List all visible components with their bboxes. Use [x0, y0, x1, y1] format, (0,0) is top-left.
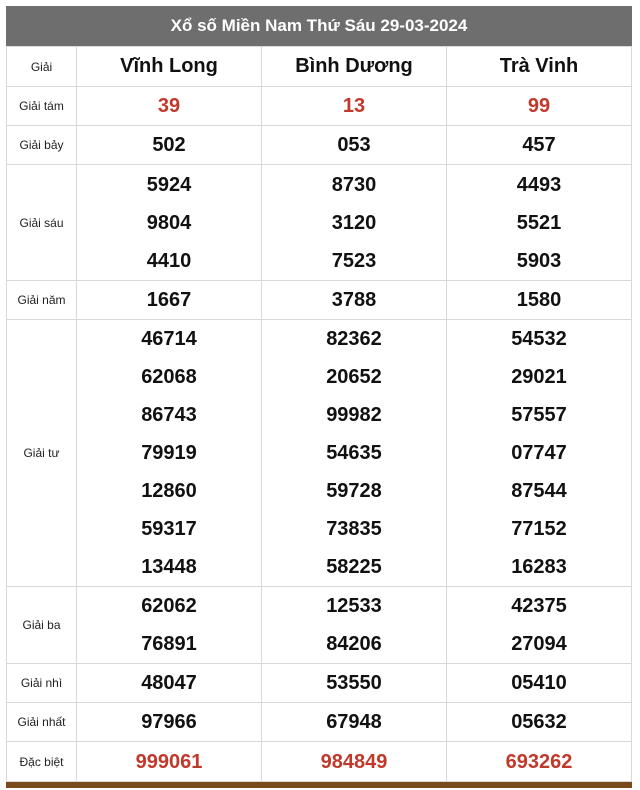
prize-number: 4410 [146, 249, 192, 272]
prize-label: Giải tư [7, 320, 77, 587]
prize-cell [77, 703, 262, 742]
prize-number: 13 [342, 95, 366, 117]
prize-cell [447, 742, 632, 782]
prize-row-db [7, 742, 632, 782]
prize-number: 5903 [516, 249, 562, 272]
prize-number: 4493 [516, 173, 562, 196]
prize-number: 99982 [326, 404, 382, 426]
prize-row-nhi [7, 664, 632, 703]
province-binh-duong: Bình Dương [262, 47, 447, 87]
prize-row-bay [7, 126, 632, 165]
prize-label: Giải nhì [7, 664, 77, 703]
prize-label: Giải sáu [7, 165, 77, 281]
prize-number: 20652 [326, 366, 382, 388]
prize-cell [447, 126, 632, 165]
prize-cell [447, 320, 632, 587]
prize-number: 59728 [326, 480, 382, 502]
province-tra-vinh: Trà Vinh [447, 47, 632, 87]
prize-cell [262, 87, 447, 126]
prize-cell [77, 742, 262, 782]
bottom-bar [6, 782, 632, 788]
prize-number: 59317 [141, 518, 197, 540]
prize-number: 5521 [516, 211, 562, 234]
prize-number: 07747 [511, 442, 567, 464]
prize-number: 5924 [146, 173, 192, 196]
prize-cell [77, 320, 262, 587]
prize-number: 1667 [146, 289, 192, 311]
prize-cell [77, 126, 262, 165]
prize-cell [262, 703, 447, 742]
prize-number: 84206 [326, 633, 382, 655]
prize-cell [77, 587, 262, 664]
header-row [7, 47, 632, 87]
prize-number: 502 [152, 134, 186, 156]
prize-number: 82362 [326, 328, 382, 350]
prize-number: 12533 [326, 595, 382, 617]
prize-row-tam [7, 87, 632, 126]
prize-cell [447, 703, 632, 742]
prize-number: 53550 [326, 672, 382, 694]
prize-label: Giải năm [7, 281, 77, 320]
prize-number: 999061 [135, 750, 203, 773]
prize-cell [262, 320, 447, 587]
prize-number: 1580 [516, 289, 562, 311]
prize-number: 86743 [141, 404, 197, 426]
prize-number: 58225 [326, 556, 382, 578]
prize-number: 984849 [320, 750, 388, 773]
prize-cell [262, 587, 447, 664]
prize-number: 8730 [331, 173, 377, 196]
prize-cell [447, 281, 632, 320]
prize-number: 7523 [331, 249, 377, 272]
prize-number: 3788 [331, 289, 377, 311]
prize-number: 42375 [511, 595, 567, 617]
prize-number: 053 [337, 134, 371, 156]
prize-number: 05632 [511, 711, 567, 733]
prize-label: Giải ba [7, 587, 77, 664]
prize-number: 16283 [511, 556, 567, 578]
prize-label: Giải bảy [7, 126, 77, 165]
prize-cell [262, 664, 447, 703]
prize-cell [447, 664, 632, 703]
prize-cell [77, 87, 262, 126]
prize-cell [262, 165, 447, 281]
page-title: Xổ số Miền Nam Thứ Sáu 29-03-2024 [6, 6, 632, 46]
prize-cell [447, 87, 632, 126]
prize-number: 87544 [511, 480, 567, 502]
header-label: Giải [7, 47, 77, 87]
prize-row-nhat [7, 703, 632, 742]
prize-number: 67948 [326, 711, 382, 733]
prize-number: 27094 [511, 633, 567, 655]
prize-number: 79919 [141, 442, 197, 464]
prize-cell [447, 587, 632, 664]
prize-label: Giải tám [7, 87, 77, 126]
prize-number: 13448 [141, 556, 197, 578]
prize-number: 62062 [141, 595, 197, 617]
prize-number: 693262 [505, 750, 573, 773]
prize-number: 12860 [141, 480, 197, 502]
prize-cell [262, 281, 447, 320]
prize-number: 46714 [141, 328, 197, 350]
prize-cell [262, 742, 447, 782]
prize-number: 57557 [511, 404, 567, 426]
prize-row-tu [7, 320, 632, 587]
prize-number: 05410 [511, 672, 567, 694]
prize-number: 54635 [326, 442, 382, 464]
prize-number: 97966 [141, 711, 197, 733]
prize-number: 29021 [511, 366, 567, 388]
prize-number: 3120 [331, 211, 377, 234]
province-vinh-long: Vĩnh Long [77, 47, 262, 87]
prize-number: 77152 [511, 518, 567, 540]
results-panel [6, 6, 632, 788]
prize-number: 76891 [141, 633, 197, 655]
prize-number: 48047 [141, 672, 197, 694]
prize-number: 73835 [326, 518, 382, 540]
prize-cell [77, 165, 262, 281]
prize-cell [77, 281, 262, 320]
prize-cell [262, 126, 447, 165]
prize-row-sau [7, 165, 632, 281]
prize-cell [447, 165, 632, 281]
results-table [6, 46, 632, 782]
prize-number: 99 [527, 95, 551, 117]
prize-label: Giải nhất [7, 703, 77, 742]
prize-number: 62068 [141, 366, 197, 388]
prize-number: 9804 [146, 211, 192, 234]
prize-cell [77, 664, 262, 703]
prize-row-ba [7, 587, 632, 664]
prize-label: Đặc biệt [7, 742, 77, 782]
prize-number: 54532 [511, 328, 567, 350]
prize-number: 39 [157, 95, 181, 117]
prize-row-nam [7, 281, 632, 320]
prize-number: 457 [522, 134, 556, 156]
